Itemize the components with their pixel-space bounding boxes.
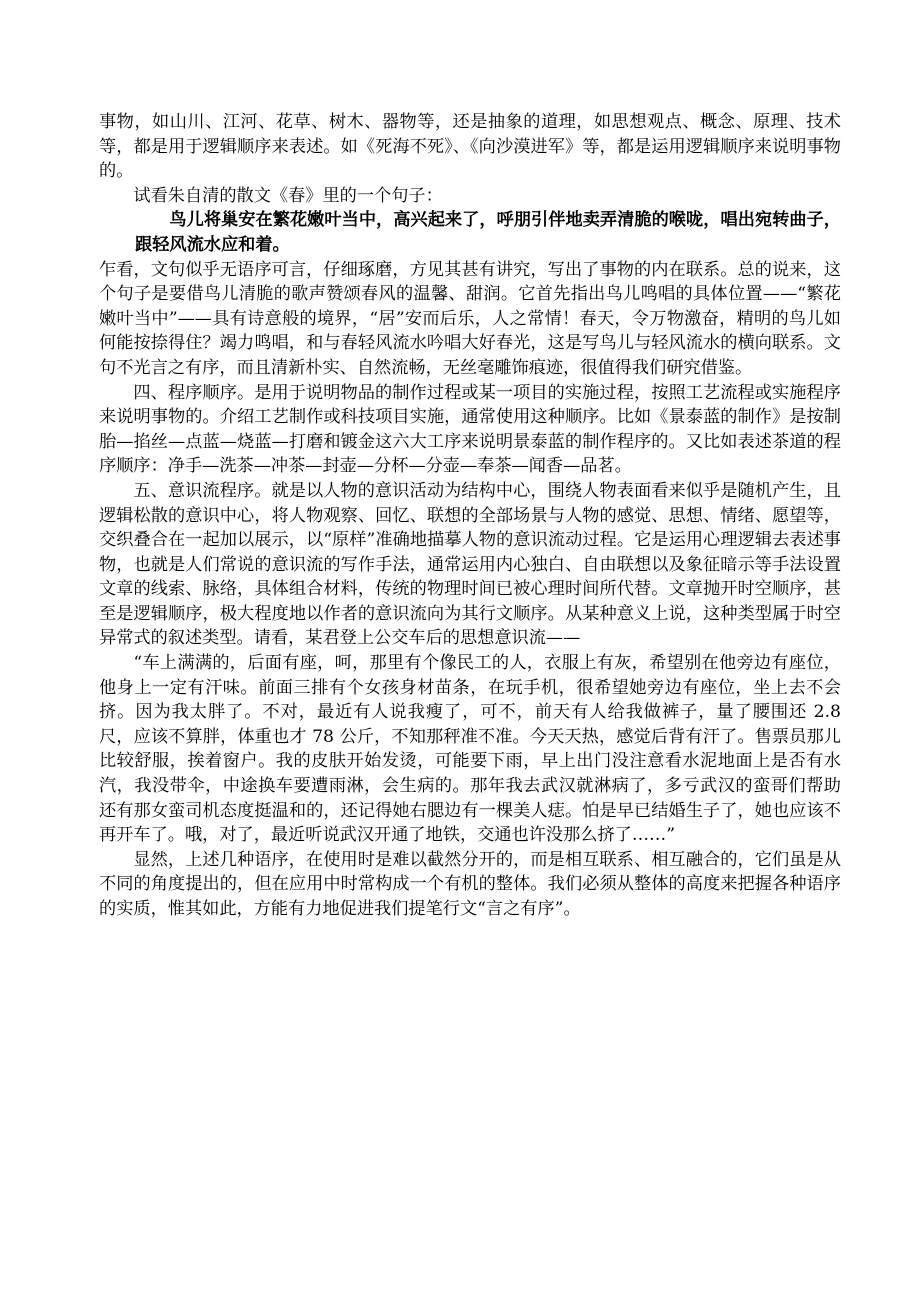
quoted-stream-of-consciousness: “车上满满的，后面有座，呵，那里有个像民工的人，衣服上有灰，希望别在他旁边有座位，他身上一定有汗味。前面三排有个女孩身材苗条，在玩手机，很希望她旁边有座位，坐上去不会挤。因为我太胖了。不对，最近有人说我瘦了，可不，前天有人给我做裤子，量了腰围还 2.8 尺，应该不算胖，体重也才 78 公斤，不知那秤准不准。今天天热，感觉后背有汗了。售票员那儿比较舒服，挨着窗户。我的皮肤开始发烫，可能要下雨，早上出门没注意看水泥地面上是否有水汽，我没带伞，中途换车要遭雨淋，会生病的。那年我去武汉就淋病了，多亏武汉的蛮哥们帮助 还有那女蛮司机态度挺温和的，还记得她右腮边有一棵美人痣。怕是早已结婚生子了，她也应该不再开车了。哦，对了，最近听说武汉开通了地铁，交通也许没那么挤了……” — [99, 653, 841, 846]
paragraph-conclusion: 显然，上述几种语序，在使用时是难以截然分开的，而是相互联系、相互融合的，它们虽是从不同的角度提出的，但在应用中时常构成一个有机的整体。我们必须从整体的高度来把握各种语序的实质，惟其如此，方能有力地促进我们提笔行文“言之有序”。 — [99, 849, 841, 919]
document-page — [99, 110, 841, 922]
paragraph-logical-order-end: 事物，如山川、江河、花草、树木、器物等，还是抽象的道理，如思想观点、概念、原理、技术等，都是用于逻辑顺序来表述。如《死海不死》、《向沙漠进军》等，都是运用逻辑顺序来说明事物的。 — [99, 112, 841, 182]
quoted-sentence-spring: 鸟儿将巢安在繁花嫩叶当中，高兴起来了，呼朋引伴地卖弄清脆的喉咙，唱出宛转曲子，跟轻风流水应和着。 — [135, 210, 841, 255]
paragraph-stream-of-consciousness: 五、意识流程序。就是以人物的意识活动为结构中心，围绕人物表面看来似乎是随机产生，且逻辑松散的意识中心，将人物观察、回忆、联想的全部场景与人物的感觉、思想、情绪、愿望等，交织叠合在一起加以展示，以“原样”准确地描摹人物的意识流动过程。它是运用心理逻辑去表述事物，也就是人们常说的意识流的写作手法，通常运用内心独白、自由联想以及象征暗示等手法设置文章的线索、脉络，具体组合材料，传统的物理时间已被心理时间所代替。文章抛开时空顺序，甚至是逻辑顺序，极大程度地以作者的意识流向为其行文顺序。从某种意义上说，这种类型属于时空异常式的叙述类型。请看，某君登上公交车后的思想意识流—— — [99, 480, 841, 649]
paragraph-procedure-order: 四、程序顺序。是用于说明物品的制作过程或某一项目的实施过程，按照工艺流程或实施程序来说明事物的。介绍工艺制作或科技项目实施，通常使用这种顺序。比如《景泰蓝的制作》是按制胎—掐丝—点蓝—烧蓝—打磨和镀金这六大工序来说明景泰蓝的制作程序的。又比如表述茶道的程序顺序：净手—洗茶—冲茶—封壶—分杯—分壶—奉茶—闻香—品茗。 — [99, 382, 841, 477]
paragraph-example-intro: 试看朱自清的散文《春》里的一个句子： — [133, 185, 443, 206]
paragraph-analysis: 乍看，文句似乎无语序可言，仔细琢磨，方见其甚有讲究，写出了事物的内在联系。总的说来，这个句子是要借鸟儿清脆的歌声赞颂春风的温馨、甜润。它首先指出鸟儿鸣唱的具体位置——“繁花嫩叶当中”——具有诗意般的境界，“居”安而后乐，人之常情！春天，令万物激奋，精明的鸟儿如何能按捺得住？竭力鸣唱，和与春轻风流水吟唱大好春光，这是写鸟儿与轻风流水的横向联系。文句不光言之有序，而且清新朴实、自然流畅，无丝毫雕饰痕迹，很值得我们研究借鉴。 — [99, 259, 841, 378]
